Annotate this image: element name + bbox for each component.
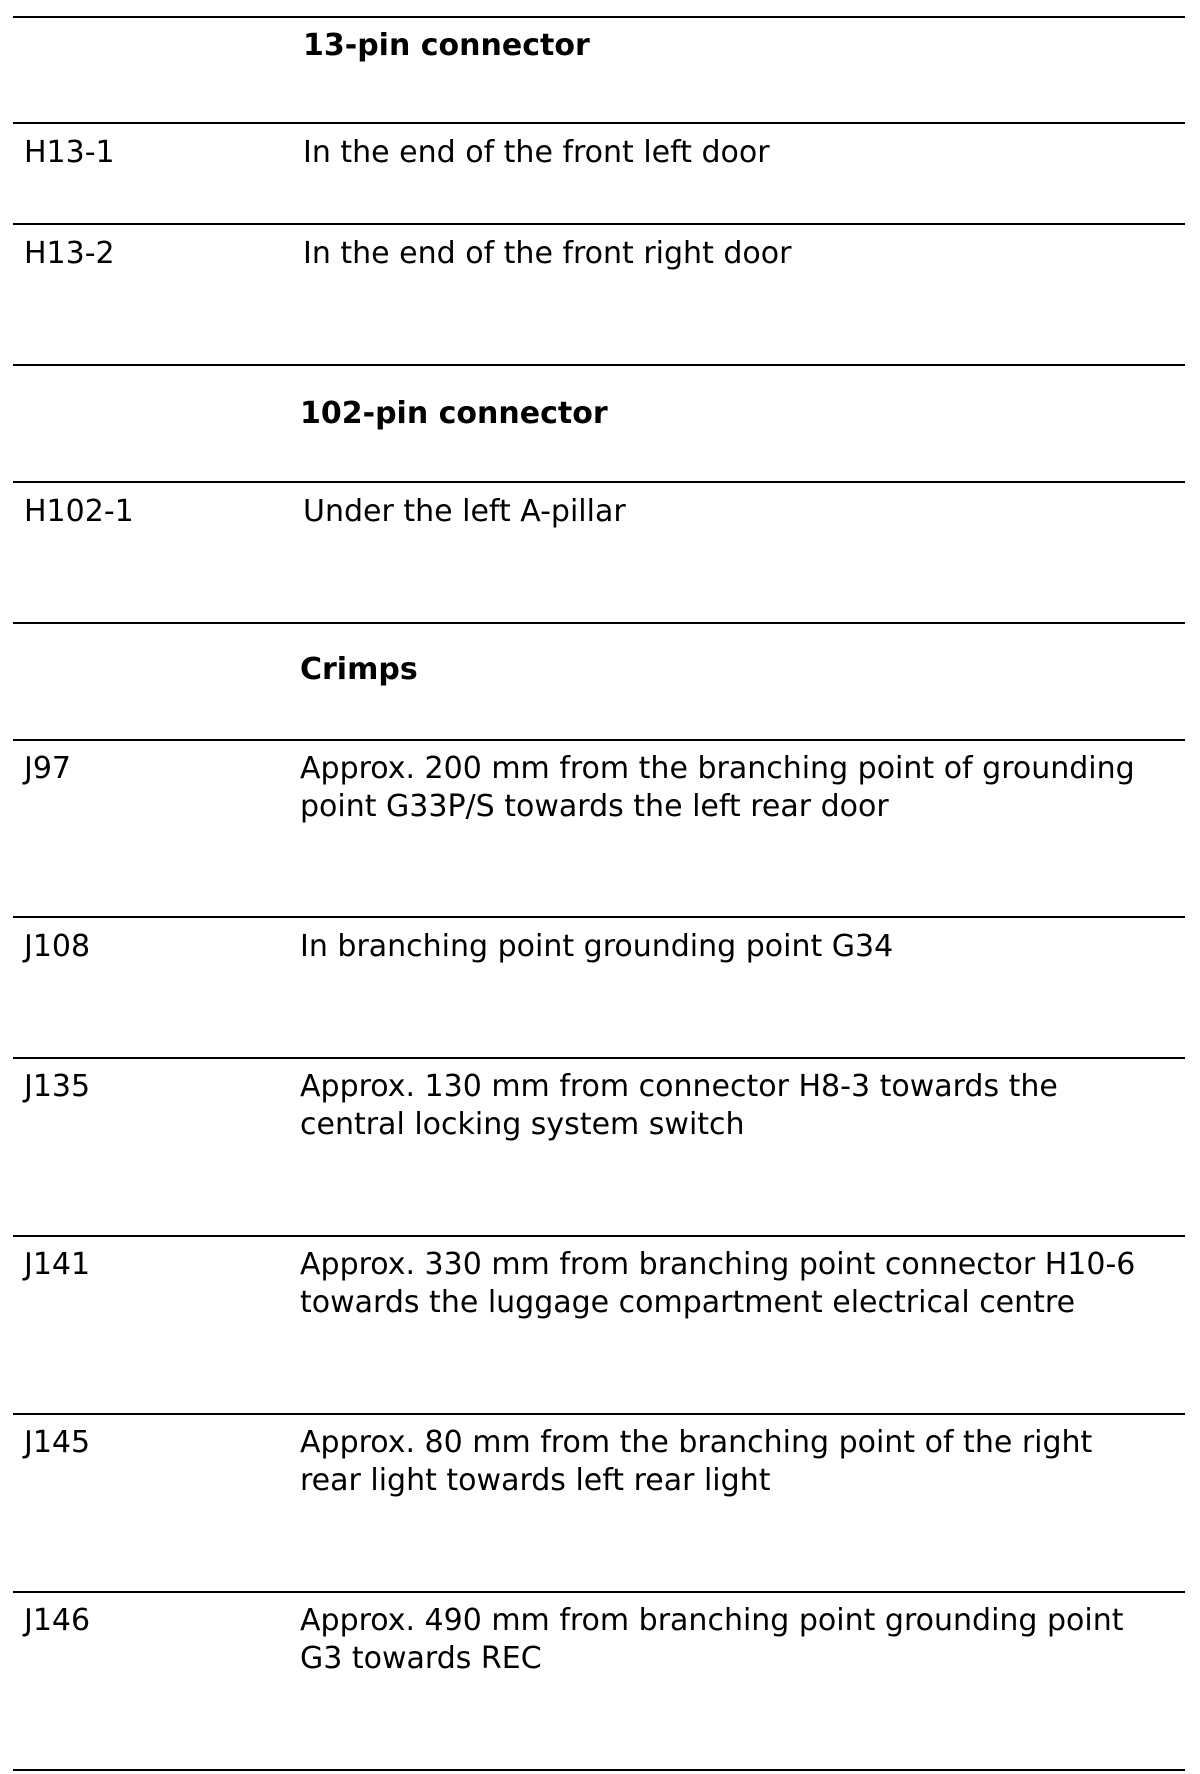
- row-description: In branching point grounding point G34: [300, 929, 894, 964]
- row-code: J108: [24, 929, 91, 964]
- row-description: towards the luggage compartment electrical centre: [300, 1285, 1076, 1320]
- row-description: Approx. 130 mm from connector H8-3 towards the: [300, 1069, 1058, 1104]
- row-code: H13-2: [24, 236, 115, 271]
- table-rule: [13, 1769, 1185, 1771]
- table-rule: [13, 16, 1185, 18]
- row-code: J135: [24, 1069, 91, 1104]
- table-rule: [13, 481, 1185, 483]
- table-rule: [13, 364, 1185, 366]
- row-description: In the end of the front left door: [303, 135, 770, 170]
- row-description: Approx. 80 mm from the branching point of the right: [300, 1425, 1093, 1460]
- row-description: In the end of the front right door: [303, 236, 792, 271]
- section-heading: Crimps: [300, 652, 418, 687]
- row-description: G3 towards REC: [300, 1641, 542, 1676]
- row-description: rear light towards left rear light: [300, 1463, 771, 1498]
- table-rule: [13, 122, 1185, 124]
- table-rule: [13, 1413, 1185, 1415]
- table-rule: [13, 916, 1185, 918]
- row-description: Approx. 200 mm from the branching point of grounding: [300, 751, 1135, 786]
- table-rule: [13, 622, 1185, 624]
- row-description: Approx. 330 mm from branching point connector H10-6: [300, 1247, 1136, 1282]
- table-rule: [13, 1591, 1185, 1593]
- row-code: J97: [24, 751, 72, 786]
- row-description: point G33P/S towards the left rear door: [300, 789, 889, 824]
- row-code: J141: [24, 1247, 91, 1282]
- table-rule: [13, 1235, 1185, 1237]
- row-description: central locking system switch: [300, 1107, 745, 1142]
- row-description: Approx. 490 mm from branching point grounding point: [300, 1603, 1124, 1638]
- table-rule: [13, 223, 1185, 225]
- section-heading: 13-pin connector: [303, 28, 590, 63]
- row-code: H102-1: [24, 494, 134, 529]
- row-code: J145: [24, 1425, 91, 1460]
- row-code: J146: [24, 1603, 91, 1638]
- row-code: H13-1: [24, 135, 115, 170]
- table-rule: [13, 739, 1185, 741]
- section-heading: 102-pin connector: [300, 396, 608, 431]
- row-description: Under the left A-pillar: [303, 494, 626, 529]
- table-rule: [13, 1057, 1185, 1059]
